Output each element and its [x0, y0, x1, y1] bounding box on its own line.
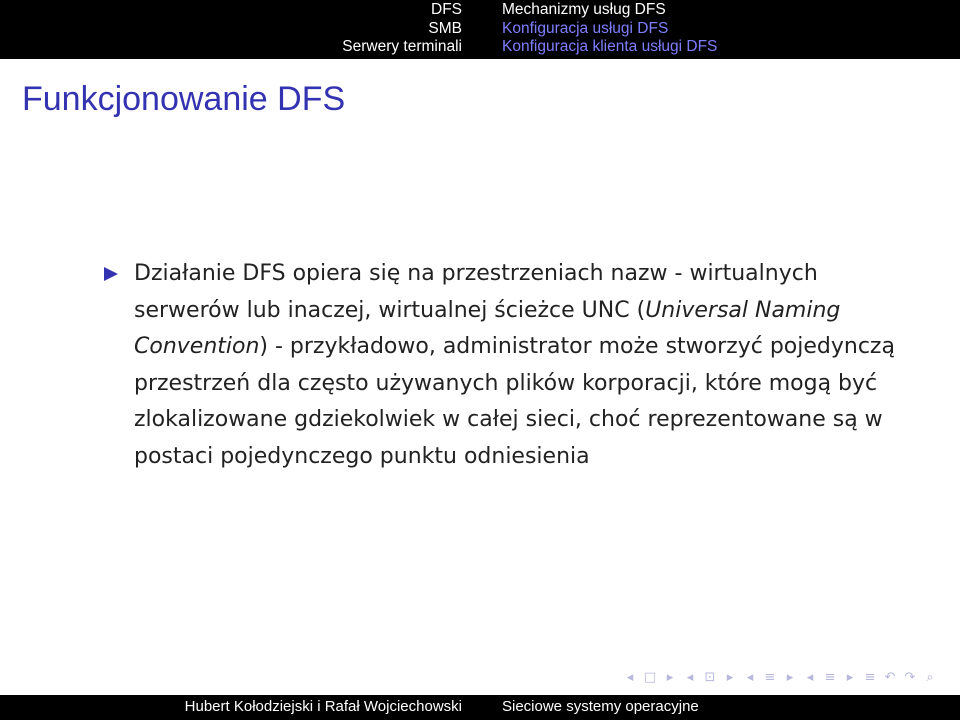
bullet-item [104, 256, 904, 475]
frame-content [104, 256, 904, 475]
subsection-link-mechanisms[interactable]: Mechanizmy usług DFS [502, 1, 666, 18]
search-icon[interactable]: ⌕ [926, 670, 934, 685]
next-subsection-icon[interactable]: ▸ [786, 670, 794, 685]
triangle-bullet-icon [104, 267, 118, 281]
section-icon[interactable]: ≡ [824, 670, 836, 685]
next-section-icon[interactable]: ▸ [846, 670, 854, 685]
footer-bar [0, 695, 960, 720]
prev-section-icon[interactable]: ◂ [806, 670, 814, 685]
subsection-link-client-config[interactable]: Konfiguracja klienta usługi DFS [502, 38, 718, 55]
forward-icon[interactable]: ↷ [904, 670, 916, 685]
prev-subsection-icon[interactable]: ◂ [746, 670, 754, 685]
bullet-text-emphasis: Universal Naming Convention [134, 297, 841, 359]
back-icon[interactable]: ↶ [884, 670, 896, 685]
section-link-terminal-servers[interactable]: Serwery terminali [342, 38, 462, 55]
footer-course: Sieciowe systemy operacyjne [502, 698, 699, 715]
subsection-nav [502, 1, 717, 57]
prev-frame-icon[interactable]: ◂ [686, 670, 694, 685]
document-icon[interactable]: ≡ [864, 670, 876, 685]
next-slide-icon[interactable]: ▸ [666, 670, 674, 685]
section-nav [342, 1, 462, 57]
bullet-text-end: ) - przykładowo, administrator może stworzyć pojedynczą przestrzeń dla często używanych plików korporacji, które mogą być zlokalizowane gdziekolwiek w całej sieci, choć reprezentowane są w postaci pojedynczego punktu odniesienia [134, 334, 895, 469]
frame-icon[interactable]: ⊡ [704, 670, 716, 685]
subsection-link-config[interactable]: Konfiguracja usługi DFS [502, 19, 669, 37]
slide-icon[interactable]: □ [643, 670, 657, 685]
subsection-icon[interactable]: ≡ [764, 670, 776, 685]
section-link-smb[interactable]: SMB [428, 19, 462, 37]
header-bar [0, 0, 960, 59]
prev-slide-icon[interactable]: ◂ [626, 670, 634, 685]
next-frame-icon[interactable]: ▸ [726, 670, 734, 685]
bullet-text-start: Działanie DFS opiera się na przestrzeniach nazw - wirtualnych serwerów lub inaczej, wirtualnej ścieżce UNC ( [134, 261, 818, 323]
section-link-dfs[interactable]: DFS [431, 1, 462, 18]
footer-authors: Hubert Kołodziejski i Rafał Wojciechowski [184, 698, 462, 715]
frame-title: Funkcjonowanie DFS [22, 80, 346, 118]
beamer-navigation-symbols [620, 670, 940, 685]
